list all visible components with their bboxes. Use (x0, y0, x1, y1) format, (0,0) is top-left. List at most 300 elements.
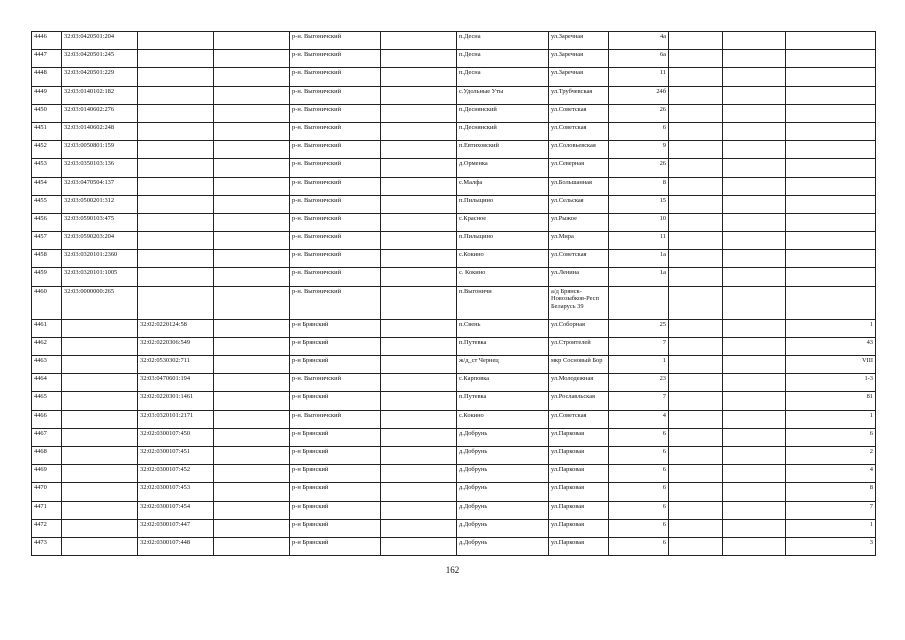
empty-cell (381, 141, 457, 159)
cadastral-number-b (138, 250, 214, 268)
street-cell: ул.Большанная (549, 177, 609, 195)
extra-cell (723, 268, 786, 286)
street-cell: ул.Парковая (549, 428, 609, 446)
table-row (32, 177, 876, 195)
locality-cell: д.Добрунь (457, 483, 549, 501)
extra-cell (723, 319, 786, 337)
extra-cell (669, 213, 723, 231)
empty-cell (214, 32, 290, 50)
locality-cell: д.Орменка (457, 159, 549, 177)
locality-cell: д.Добрунь (457, 446, 549, 464)
extra-cell (669, 446, 723, 464)
house-cell: 9 (609, 141, 669, 159)
apartment-cell (786, 195, 876, 213)
extra-cell (669, 68, 723, 86)
district-cell: р-н. Выгоничский (290, 213, 381, 231)
extra-cell (669, 50, 723, 68)
extra-cell (723, 286, 786, 319)
district-cell: р-н. Выгоничский (290, 286, 381, 319)
apartment-cell: 1 (786, 319, 876, 337)
locality-cell: д.Добрунь (457, 519, 549, 537)
row-number: 4466 (32, 410, 62, 428)
extra-cell (669, 286, 723, 319)
street-cell: ул.Трубчевская (549, 86, 609, 104)
house-cell: 26 (609, 159, 669, 177)
table-row (32, 483, 876, 501)
district-cell: р-н. Выгоничский (290, 104, 381, 122)
street-cell: ул.Советская (549, 410, 609, 428)
cadastral-number-a (62, 483, 138, 501)
extra-cell (723, 213, 786, 231)
table-row (32, 319, 876, 337)
district-cell: р-н. Выгоничский (290, 50, 381, 68)
street-cell: ул.Рославльская (549, 392, 609, 410)
cadastral-number-b: 32:02:0300107:450 (138, 428, 214, 446)
locality-cell: д.Добрунь (457, 501, 549, 519)
cadastral-number-b: 32:02:0220306:549 (138, 337, 214, 355)
empty-cell (381, 50, 457, 68)
extra-cell (669, 232, 723, 250)
empty-cell (381, 356, 457, 374)
apartment-cell (786, 213, 876, 231)
cadastral-number-a: 32:03:0320101:2360 (62, 250, 138, 268)
locality-cell: д.Добрунь (457, 537, 549, 555)
empty-cell (381, 319, 457, 337)
house-cell: 10 (609, 213, 669, 231)
cadastral-number-b: 32:03:0320101:2171 (138, 410, 214, 428)
district-cell: р-н. Выгоничский (290, 195, 381, 213)
table-row (32, 537, 876, 555)
district-cell: р-н Брянский (290, 501, 381, 519)
street-cell: ул.Соловьевская (549, 141, 609, 159)
street-cell: ул.Парковая (549, 501, 609, 519)
empty-cell (214, 213, 290, 231)
extra-cell (669, 465, 723, 483)
table-row (32, 428, 876, 446)
house-cell: 6 (609, 428, 669, 446)
cadastral-number-b (138, 122, 214, 140)
district-cell: р-н. Выгоничский (290, 122, 381, 140)
district-cell: р-н Брянский (290, 519, 381, 537)
row-number: 4470 (32, 483, 62, 501)
table-row (32, 446, 876, 464)
row-number: 4446 (32, 32, 62, 50)
cadastral-number-a: 32:03:0140602:276 (62, 104, 138, 122)
street-cell: ул.Советская (549, 122, 609, 140)
house-cell: 6 (609, 446, 669, 464)
extra-cell (669, 410, 723, 428)
empty-cell (381, 250, 457, 268)
table-row (32, 392, 876, 410)
house-cell: 15 (609, 195, 669, 213)
empty-cell (214, 356, 290, 374)
cadastral-number-a: 32:03:0050801:159 (62, 141, 138, 159)
table-row (32, 337, 876, 355)
empty-cell (381, 232, 457, 250)
street-cell: ул.Заречная (549, 68, 609, 86)
empty-cell (214, 141, 290, 159)
cadastral-number-b (138, 177, 214, 195)
table-row (32, 250, 876, 268)
table-row (32, 213, 876, 231)
district-cell: р-н. Выгоничский (290, 32, 381, 50)
empty-cell (381, 410, 457, 428)
cadastral-number-a (62, 356, 138, 374)
extra-cell (723, 177, 786, 195)
row-number: 4447 (32, 50, 62, 68)
cadastral-number-a (62, 519, 138, 537)
cadastral-number-a (62, 392, 138, 410)
district-cell: р-н. Выгоничский (290, 232, 381, 250)
locality-cell: с.Карповка (457, 374, 549, 392)
cadastral-number-b: 32:02:0300107:454 (138, 501, 214, 519)
locality-cell: п.Десна (457, 50, 549, 68)
extra-cell (669, 32, 723, 50)
locality-cell: п.Выгоничи (457, 286, 549, 319)
empty-cell (381, 428, 457, 446)
empty-cell (381, 32, 457, 50)
district-cell: р-н. Выгоничский (290, 141, 381, 159)
extra-cell (723, 501, 786, 519)
empty-cell (381, 537, 457, 555)
empty-cell (214, 374, 290, 392)
extra-cell (723, 141, 786, 159)
cadastral-number-a: 32:03:0420501:229 (62, 68, 138, 86)
table-body (32, 32, 876, 556)
extra-cell (669, 374, 723, 392)
house-cell: 6 (609, 483, 669, 501)
table-row (32, 501, 876, 519)
cadastral-number-b: 32:02:0300107:448 (138, 537, 214, 555)
district-cell: р-н. Выгоничский (290, 268, 381, 286)
house-cell: 6 (609, 465, 669, 483)
table-row (32, 356, 876, 374)
house-cell: 25 (609, 319, 669, 337)
locality-cell: п.Путевка (457, 392, 549, 410)
locality-cell: с.Малфа (457, 177, 549, 195)
district-cell: р-н. Выгоничский (290, 159, 381, 177)
district-cell: р-н Брянский (290, 483, 381, 501)
cadastral-number-a (62, 428, 138, 446)
empty-cell (214, 68, 290, 86)
district-cell: р-н. Выгоничский (290, 177, 381, 195)
extra-cell (669, 141, 723, 159)
empty-cell (214, 122, 290, 140)
district-cell: р-н. Выгоничский (290, 410, 381, 428)
cadastral-number-b (138, 50, 214, 68)
extra-cell (669, 86, 723, 104)
extra-cell (723, 68, 786, 86)
cadastral-number-b (138, 86, 214, 104)
table-row (32, 374, 876, 392)
district-cell: р-н Брянский (290, 446, 381, 464)
empty-cell (214, 410, 290, 428)
house-cell: 6 (609, 122, 669, 140)
cadastral-number-b: 32:02:0300107:453 (138, 483, 214, 501)
house-cell: 7 (609, 337, 669, 355)
empty-cell (214, 86, 290, 104)
apartment-cell: 81 (786, 392, 876, 410)
locality-cell: п.Пильщино (457, 195, 549, 213)
extra-cell (723, 446, 786, 464)
apartment-cell (786, 104, 876, 122)
table-row (32, 159, 876, 177)
locality-cell: п.Евтиховский (457, 141, 549, 159)
cadastral-number-a: 32:03:0420501:245 (62, 50, 138, 68)
cadastral-number-b: 32:02:0220124:58 (138, 319, 214, 337)
district-cell: р-н. Выгоничский (290, 250, 381, 268)
cadastral-number-b (138, 213, 214, 231)
street-cell: ул.Соборная (549, 319, 609, 337)
district-cell: р-н Брянский (290, 337, 381, 355)
page-number: 162 (445, 565, 460, 575)
extra-cell (669, 177, 723, 195)
street-cell: ул.Рыжое (549, 213, 609, 231)
empty-cell (381, 177, 457, 195)
house-cell: 6 (609, 501, 669, 519)
locality-cell: ж/д_ст Чернец (457, 356, 549, 374)
locality-cell: с.Удольные Уты (457, 86, 549, 104)
apartment-cell (786, 122, 876, 140)
empty-cell (214, 177, 290, 195)
cadastral-number-a (62, 374, 138, 392)
cadastral-number-b: 32:02:0300107:452 (138, 465, 214, 483)
extra-cell (669, 356, 723, 374)
row-number: 4461 (32, 319, 62, 337)
extra-cell (723, 32, 786, 50)
empty-cell (214, 286, 290, 319)
cadastral-number-a: 32:03:0140602:248 (62, 122, 138, 140)
apartment-cell (786, 232, 876, 250)
street-cell: ул.Парковая (549, 465, 609, 483)
apartment-cell: 7 (786, 501, 876, 519)
house-cell: 11 (609, 232, 669, 250)
cadastral-number-a (62, 410, 138, 428)
cadastral-number-b: 32:03:0470601:194 (138, 374, 214, 392)
cadastral-number-b: 32:02:0300107:451 (138, 446, 214, 464)
cadastral-number-b (138, 286, 214, 319)
row-number: 4472 (32, 519, 62, 537)
empty-cell (381, 68, 457, 86)
row-number: 4449 (32, 86, 62, 104)
district-cell: р-н Брянский (290, 319, 381, 337)
cadastral-number-b (138, 159, 214, 177)
cadastral-number-b (138, 232, 214, 250)
table-row (32, 410, 876, 428)
empty-cell (381, 392, 457, 410)
empty-cell (214, 104, 290, 122)
extra-cell (723, 122, 786, 140)
table-row (32, 195, 876, 213)
row-number: 4471 (32, 501, 62, 519)
district-cell: р-н Брянский (290, 392, 381, 410)
empty-cell (381, 501, 457, 519)
extra-cell (669, 428, 723, 446)
empty-cell (381, 159, 457, 177)
cadastral-number-b: 32:02:0530302:711 (138, 356, 214, 374)
empty-cell (214, 483, 290, 501)
empty-cell (214, 319, 290, 337)
empty-cell (381, 86, 457, 104)
locality-cell: с. Кокино (457, 268, 549, 286)
district-cell: р-н Брянский (290, 428, 381, 446)
empty-cell (214, 232, 290, 250)
street-cell: ул.Парковая (549, 519, 609, 537)
row-number: 4453 (32, 159, 62, 177)
extra-cell (669, 483, 723, 501)
empty-cell (214, 159, 290, 177)
street-cell: ул.Молодежная (549, 374, 609, 392)
locality-cell: п.Пильщино (457, 232, 549, 250)
cadastral-number-a: 32:03:0590103:475 (62, 213, 138, 231)
row-number: 4463 (32, 356, 62, 374)
house-cell: 23 (609, 374, 669, 392)
extra-cell (669, 122, 723, 140)
apartment-cell: 2 (786, 446, 876, 464)
empty-cell (214, 250, 290, 268)
extra-cell (723, 537, 786, 555)
locality-cell: с.Кокино (457, 410, 549, 428)
extra-cell (669, 250, 723, 268)
district-cell: р-н Брянский (290, 537, 381, 555)
empty-cell (214, 337, 290, 355)
extra-cell (669, 337, 723, 355)
row-number: 4473 (32, 537, 62, 555)
row-number: 4452 (32, 141, 62, 159)
locality-cell: п.Путевка (457, 337, 549, 355)
cadastral-number-a: 32:03:0350103:136 (62, 159, 138, 177)
apartment-cell (786, 86, 876, 104)
empty-cell (214, 195, 290, 213)
district-cell: р-н. Выгоничский (290, 68, 381, 86)
row-number: 4456 (32, 213, 62, 231)
locality-cell: п.Деснянский (457, 104, 549, 122)
street-cell: ул.Ленина (549, 268, 609, 286)
row-number: 4462 (32, 337, 62, 355)
street-cell: ул.Парковая (549, 537, 609, 555)
cadastral-number-b (138, 195, 214, 213)
street-cell: ул.Парковая (549, 446, 609, 464)
extra-cell (723, 159, 786, 177)
row-number: 4469 (32, 465, 62, 483)
street-cell: ул.Строителей (549, 337, 609, 355)
locality-cell: с.Кокино (457, 250, 549, 268)
house-cell: 6 (609, 537, 669, 555)
cadastral-number-b: 32:02:0220301:1461 (138, 392, 214, 410)
row-number: 4464 (32, 374, 62, 392)
empty-cell (381, 465, 457, 483)
extra-cell (723, 428, 786, 446)
extra-cell (723, 250, 786, 268)
cadastral-number-b (138, 268, 214, 286)
locality-cell: с.Красное (457, 213, 549, 231)
house-cell: 6а (609, 50, 669, 68)
house-cell: 1 (609, 356, 669, 374)
empty-cell (381, 122, 457, 140)
empty-cell (381, 213, 457, 231)
locality-cell: п.Десна (457, 68, 549, 86)
apartment-cell (786, 268, 876, 286)
apartment-cell (786, 177, 876, 195)
apartment-cell (786, 141, 876, 159)
extra-cell (723, 356, 786, 374)
street-cell: мкр Сосновый Бор (549, 356, 609, 374)
registry-table (31, 31, 876, 556)
extra-cell (723, 374, 786, 392)
locality-cell: п.Свень (457, 319, 549, 337)
locality-cell: п.Десна (457, 32, 549, 50)
locality-cell: п.Деснянский (457, 122, 549, 140)
cadastral-number-a: 32:03:0140102:182 (62, 86, 138, 104)
cadastral-number-a: 32:03:0470504:137 (62, 177, 138, 195)
street-cell: а/д Брянск-Новозыбков-Респ Беларусь 39 (549, 286, 609, 319)
empty-cell (214, 268, 290, 286)
cadastral-number-a: 32:03:0590203:204 (62, 232, 138, 250)
table-row (32, 268, 876, 286)
house-cell: 4а (609, 32, 669, 50)
street-cell: ул.Заречная (549, 50, 609, 68)
table-row (32, 50, 876, 68)
row-number: 4459 (32, 268, 62, 286)
apartment-cell: 6 (786, 428, 876, 446)
apartment-cell: 4 (786, 465, 876, 483)
extra-cell (669, 537, 723, 555)
empty-cell (381, 268, 457, 286)
apartment-cell: VIII (786, 356, 876, 374)
extra-cell (723, 410, 786, 428)
street-cell: ул.Советская (549, 250, 609, 268)
table-row (32, 519, 876, 537)
district-cell: р-н. Выгоничский (290, 86, 381, 104)
extra-cell (723, 483, 786, 501)
apartment-cell: 1 (786, 410, 876, 428)
cadastral-number-a (62, 446, 138, 464)
locality-cell: д.Добрунь (457, 428, 549, 446)
empty-cell (381, 446, 457, 464)
row-number: 4450 (32, 104, 62, 122)
apartment-cell (786, 32, 876, 50)
apartment-cell (786, 286, 876, 319)
apartment-cell: 3 (786, 537, 876, 555)
street-cell: ул.Советская (549, 104, 609, 122)
apartment-cell: 1 (786, 519, 876, 537)
cadastral-number-b (138, 32, 214, 50)
table-row (32, 286, 876, 319)
extra-cell (723, 104, 786, 122)
district-cell: р-н. Выгоничский (290, 374, 381, 392)
cadastral-number-b (138, 141, 214, 159)
cadastral-number-a (62, 319, 138, 337)
empty-cell (214, 446, 290, 464)
extra-cell (723, 337, 786, 355)
row-number: 4455 (32, 195, 62, 213)
empty-cell (381, 195, 457, 213)
house-cell: 1а (609, 250, 669, 268)
empty-cell (214, 50, 290, 68)
house-cell: 8 (609, 177, 669, 195)
extra-cell (669, 195, 723, 213)
empty-cell (381, 374, 457, 392)
street-cell: ул.Северная (549, 159, 609, 177)
street-cell: ул.Парковая (549, 483, 609, 501)
table-row (32, 122, 876, 140)
apartment-cell (786, 50, 876, 68)
extra-cell (669, 268, 723, 286)
extra-cell (669, 319, 723, 337)
cadastral-number-b (138, 104, 214, 122)
house-cell: 7 (609, 392, 669, 410)
house-cell: 26 (609, 104, 669, 122)
